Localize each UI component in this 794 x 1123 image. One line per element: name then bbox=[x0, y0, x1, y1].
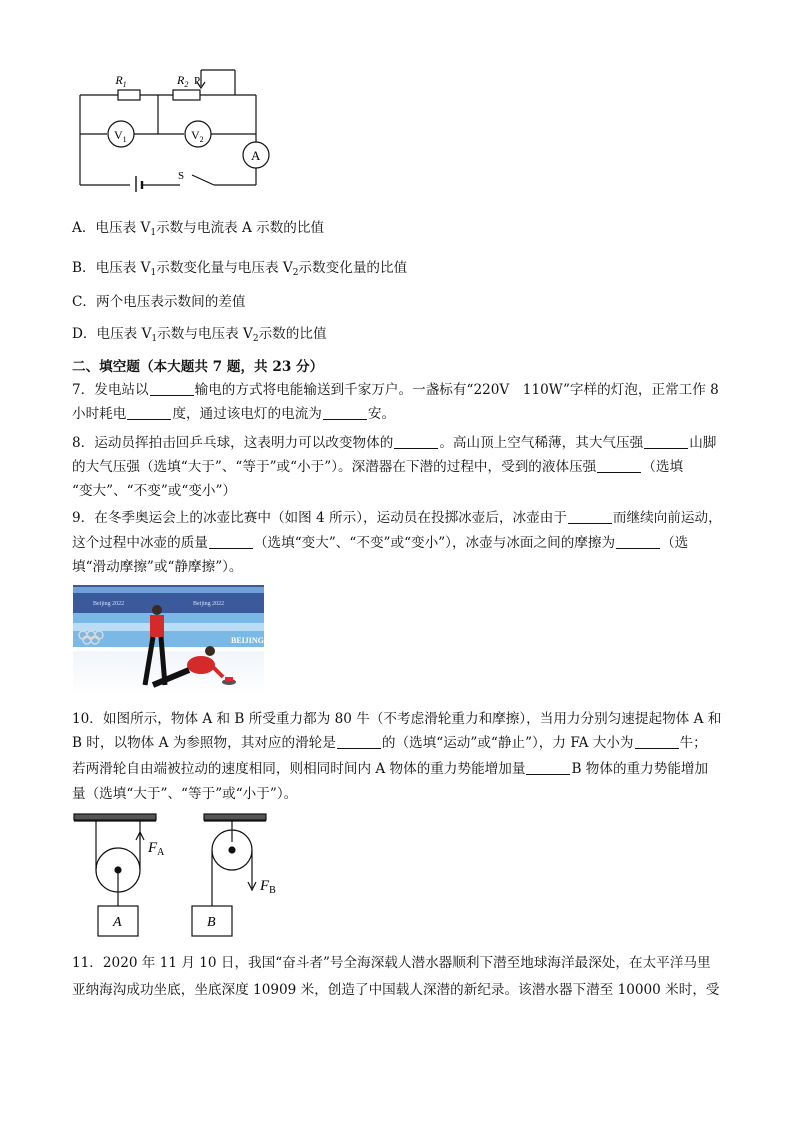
q10-line-2: B 时，以物体 A 为参照物，其对应的滑轮是 的（选填“运动”或“静止”），力 FA 大小为 牛； bbox=[72, 735, 707, 751]
option-a: A．电压表 $V_1$示数与电流表 A 示数的比值 bbox=[72, 220, 325, 238]
photo-sign: BEIJING bbox=[231, 636, 264, 645]
v1-meter-label: $V_1$ bbox=[114, 128, 127, 144]
q8-line-3: “变大”、“不变”或“变小”） bbox=[72, 483, 237, 499]
q10-blank-3[interactable] bbox=[526, 760, 570, 775]
q7-line-1: 7．发电站以 输电的方式将电能输送到千家万户。一盏标有“220V 110W”字样的灯泡，正常工作 8 bbox=[72, 382, 719, 398]
slider-p-label: P bbox=[194, 75, 201, 87]
q9-line-1: 9．在冬季奥运会上的冰壶比赛中（如图 4 所示），运动员在投掷冰壶后，冰壶由于 而继续向前运动， bbox=[72, 510, 722, 526]
q8-line-1: 8．运动员挥拍击回乒乓球，这表明力可以改变物体的 。高山顶上空气稀薄，其大气压强 山脚 bbox=[72, 435, 717, 451]
q8-line-2: 的大气压强（选填“大于”、“等于”或“小于”）。深潜器在下潜的过程中，受到的液体压强 （选填 bbox=[72, 459, 684, 475]
svg-text:Beijing 2022: Beijing 2022 bbox=[193, 601, 225, 607]
switch-s-label: S bbox=[178, 170, 185, 182]
ammeter-label: A bbox=[251, 148, 261, 163]
r2-label: $R_2$ bbox=[177, 73, 189, 89]
q9-line-2: 这个过程中冰壶的质量 （选填“变大”、“不变”或“变小”），冰壶与冰面之间的摩擦为 （选 bbox=[72, 535, 689, 551]
q11-line-2: 亚纳海沟成功坐底，坐底深度 10909 米，创造了中国载人深潜的新纪录。该潜水器下潜至 10000 米时，受 bbox=[72, 982, 720, 998]
block-a-label: A bbox=[113, 915, 122, 930]
q8-blank-2[interactable] bbox=[644, 434, 688, 449]
svg-text:Beijing 2022: Beijing 2022 bbox=[93, 601, 125, 607]
q7-blank-3[interactable] bbox=[323, 405, 367, 420]
force-fb-label: $F_B$ bbox=[260, 878, 276, 896]
q9-blank-3[interactable] bbox=[616, 534, 660, 549]
q11-line-1: 11．2020 年 11 月 10 日，我国“奋斗者”号全海深载人潜水器顺利下潜至地球海洋最深处，在太平洋马里 bbox=[72, 955, 711, 971]
q9-line-3: 填“滑动摩擦”或“静摩擦”）。 bbox=[72, 559, 243, 575]
q10-line-1: 10．如图所示，物体 A 和 B 所受重力都为 80 牛（不考虑滑轮重力和摩擦），当用力分别匀速提起物体 A 和 bbox=[72, 711, 722, 727]
option-b: B．电压表 $V_1$示数变化量与电压表 $V_2$示数变化量的比值 bbox=[72, 260, 408, 278]
q7-line-2: 小时耗电 度，通过该电灯的电流为 安。 bbox=[72, 406, 396, 422]
r1-label: $R_1$ bbox=[115, 73, 127, 89]
q8-blank-3[interactable] bbox=[597, 458, 641, 473]
q8-blank-1[interactable] bbox=[394, 434, 438, 449]
v2-meter-label: $V_2$ bbox=[191, 128, 204, 144]
force-fa-label: $F_A$ bbox=[148, 840, 165, 858]
section-heading: 二、填空题（本大题共 7 题，共 23 分） bbox=[72, 359, 324, 375]
q7-blank-1[interactable] bbox=[150, 381, 194, 396]
q10-blank-1[interactable] bbox=[337, 734, 381, 749]
q10-line-4: 量（选填“大于”、“等于”或“小于”）。 bbox=[72, 786, 298, 802]
circuit-diagram bbox=[70, 62, 280, 192]
option-c: C．两个电压表示数间的差值 bbox=[72, 294, 246, 310]
pulley-diagram bbox=[70, 810, 290, 942]
option-d: D．电压表 $V_1$示数与电压表 $V_2$示数的比值 bbox=[72, 326, 327, 344]
q7-blank-2[interactable] bbox=[127, 405, 171, 420]
curling-photo bbox=[73, 585, 264, 698]
q10-line-3: 若两滑轮自由端被拉动的速度相同，则相同时间内 A 物体的重力势能增加量 B 物体的重力势能增加 bbox=[72, 761, 709, 777]
q10-blank-2[interactable] bbox=[635, 734, 679, 749]
block-b-label: B bbox=[207, 915, 216, 930]
q9-blank-2[interactable] bbox=[209, 534, 253, 549]
q9-blank-1[interactable] bbox=[568, 509, 612, 524]
